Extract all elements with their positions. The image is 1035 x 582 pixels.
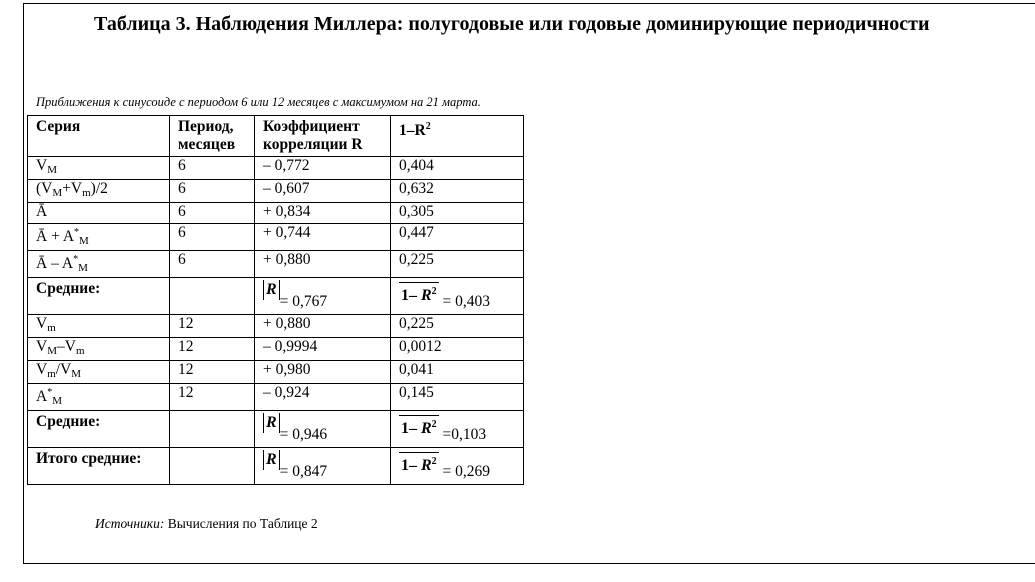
- table-row: [28, 361, 524, 384]
- table-row: [28, 203, 524, 224]
- table-row: [28, 384, 524, 411]
- period-cell: 6: [170, 251, 255, 278]
- r2-cell: 0,041: [391, 361, 524, 384]
- period-cell: [170, 411, 255, 448]
- series-cell: $V_M-V_m$: [28, 338, 170, 361]
- period-cell: 6: [170, 180, 255, 203]
- average-correlation-cell: R= 0,946: [255, 411, 391, 448]
- table-header-row: [28, 116, 524, 157]
- total-average-row: [28, 448, 524, 485]
- source-label: Источники:: [95, 516, 165, 531]
- total-correlation-cell: R= 0,847: [255, 448, 391, 485]
- header-period: Период, месяцев: [170, 116, 255, 157]
- average-row-6: [28, 278, 524, 315]
- correlation-cell: + 0,880: [255, 251, 391, 278]
- period-cell: 12: [170, 361, 255, 384]
- correlation-cell: – 0,607: [255, 180, 391, 203]
- correlation-cell: + 0,744: [255, 224, 391, 251]
- correlation-cell: + 0,980: [255, 361, 391, 384]
- period-cell: 6: [170, 224, 255, 251]
- period-cell: [170, 448, 255, 485]
- page-title: Таблица 3. Наблюдения Миллера: полугодовые или годовые доминирующие периодичности: [94, 13, 930, 35]
- r2-cell: 0,404: [391, 157, 524, 180]
- source-note: [95, 516, 318, 532]
- average-label: Средние:: [28, 278, 170, 315]
- table-row: [28, 180, 524, 203]
- observations-table: [27, 115, 524, 485]
- correlation-cell: – 0,772: [255, 157, 391, 180]
- series-cell: Ā + $A^*_M$: [28, 224, 170, 251]
- average-label: Средние:: [28, 411, 170, 448]
- series-cell: $(V_M+V_m)/2$: [28, 180, 170, 203]
- correlation-cell: + 0,880: [255, 315, 391, 338]
- table-row: [28, 338, 524, 361]
- table-row: [28, 315, 524, 338]
- period-cell: [170, 278, 255, 315]
- total-r2-cell: 1– $R^2 = 0,269$: [391, 448, 524, 485]
- table-row: [28, 251, 524, 278]
- average-row-12: [28, 411, 524, 448]
- table-row: [28, 224, 524, 251]
- period-cell: 12: [170, 315, 255, 338]
- r2-cell: 0,0012: [391, 338, 524, 361]
- series-cell: Ā – $A^*_M$: [28, 251, 170, 278]
- r2-cell: 0,447: [391, 224, 524, 251]
- average-r2-cell: 1– $R^2 =0,103$: [391, 411, 524, 448]
- header-series: Серия: [28, 116, 170, 157]
- correlation-cell: – 0,9994: [255, 338, 391, 361]
- r2-cell: 0,305: [391, 203, 524, 224]
- table-row: [28, 157, 524, 180]
- table-caption: Приближения к синусоиде с периодом 6 или 12 месяцев с максимумом на 21 марта.: [36, 95, 481, 109]
- period-cell: 12: [170, 338, 255, 361]
- average-r2-cell: 1– $R^2 = 0,403$: [391, 278, 524, 315]
- correlation-cell: – 0,924: [255, 384, 391, 411]
- series-cell: $V_m/V_M$: [28, 361, 170, 384]
- period-cell: 6: [170, 203, 255, 224]
- series-cell: $A^*_M$: [28, 384, 170, 411]
- source-text: Вычисления по Таблице 2: [167, 516, 318, 531]
- header-one-minus-r2: $1-R^2$: [391, 116, 524, 157]
- period-cell: 12: [170, 384, 255, 411]
- average-correlation-cell: R= 0,767: [255, 278, 391, 315]
- series-cell: $V_M$: [28, 157, 170, 180]
- header-correlation: Коэффициент корреляции R: [255, 116, 391, 157]
- series-cell: $V_m$: [28, 315, 170, 338]
- r2-cell: 0,225: [391, 315, 524, 338]
- r2-cell: 0,145: [391, 384, 524, 411]
- period-cell: 6: [170, 157, 255, 180]
- correlation-cell: + 0,834: [255, 203, 391, 224]
- series-cell: Ā: [28, 203, 170, 224]
- total-label: Итого средние:: [28, 448, 170, 485]
- r2-cell: 0,632: [391, 180, 524, 203]
- r2-cell: 0,225: [391, 251, 524, 278]
